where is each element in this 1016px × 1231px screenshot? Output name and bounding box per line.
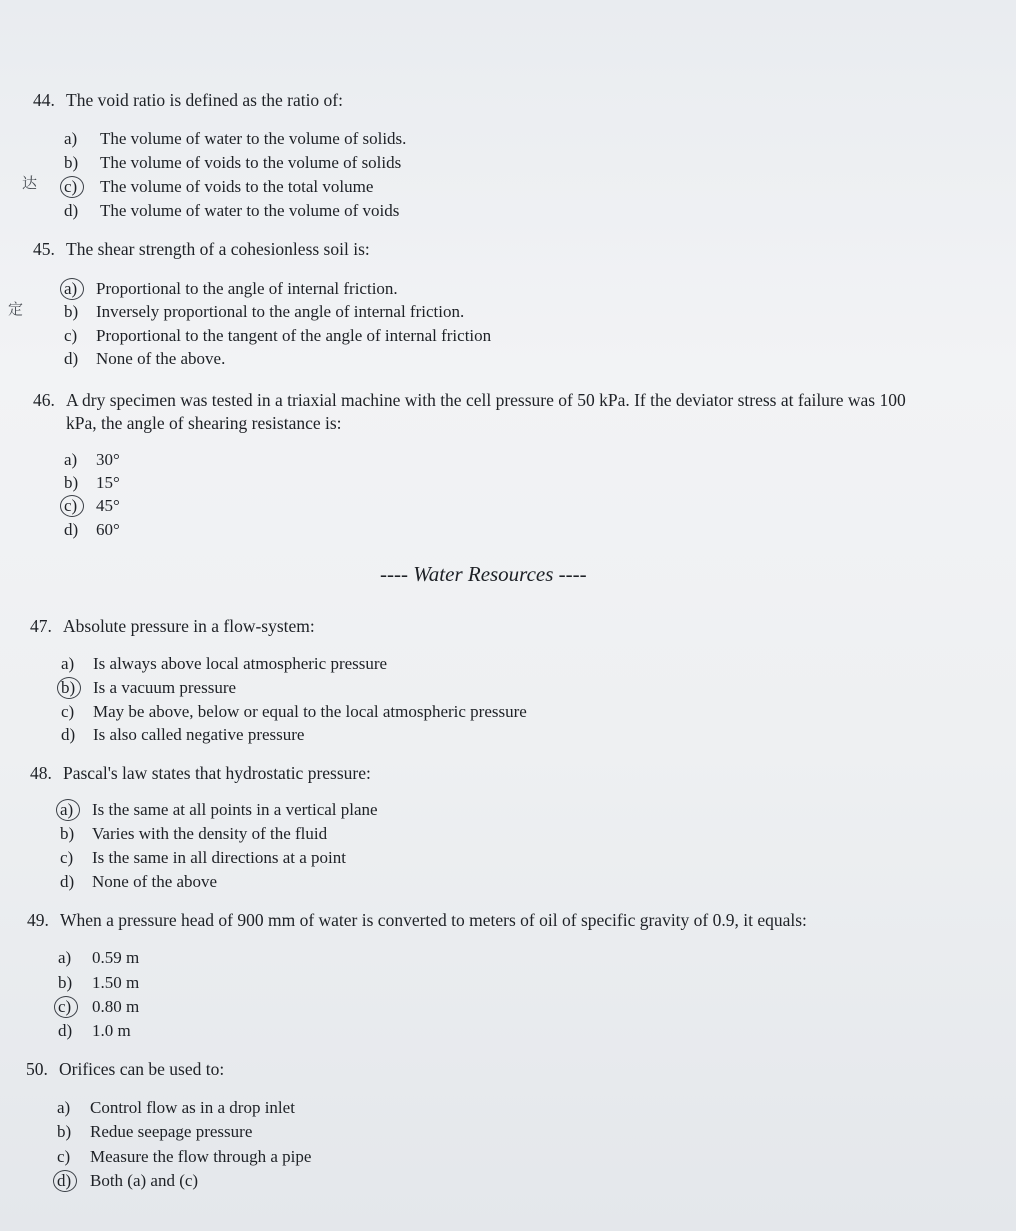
option-text: The volume of water to the volume of solids. — [100, 129, 407, 148]
option-letter: d) — [61, 725, 76, 744]
option-text: Measure the flow through a pipe — [90, 1147, 312, 1166]
question-number: 50. — [26, 1059, 48, 1079]
option-text: Is the same in all directions at a point — [92, 848, 346, 867]
option-text: None of the above — [92, 872, 218, 891]
section-header-water-resources: ---- Water Resources ---- — [380, 562, 587, 586]
option-letter: d) — [57, 1171, 72, 1190]
option-letter: d) — [58, 1021, 73, 1040]
option-letter: a) — [61, 654, 75, 673]
question-text: Absolute pressure in a flow-system: — [63, 616, 315, 636]
option-text: 1.0 m — [92, 1021, 131, 1040]
option-letter: a) — [64, 129, 78, 148]
margin-mark-45: 定 — [8, 300, 24, 318]
question-number: 47. — [30, 616, 52, 636]
option-letter: b) — [64, 473, 79, 492]
option-text: Is also called negative pressure — [93, 725, 305, 744]
option-text: Is the same at all points in a vertical plane — [92, 800, 378, 819]
option-letter: a) — [57, 1098, 71, 1117]
option-letter: c) — [60, 848, 74, 867]
option-letter: c) — [64, 177, 78, 196]
option-text: The volume of voids to the volume of solids — [100, 153, 402, 172]
question-number: 44. — [33, 90, 55, 110]
option-letter: b) — [64, 153, 79, 172]
question-number: 46. — [33, 390, 55, 410]
option-letter: c) — [57, 1147, 71, 1166]
option-text: 15° — [96, 473, 120, 492]
option-letter: d) — [60, 872, 75, 891]
question-number: 49. — [27, 910, 49, 930]
option-text: Is a vacuum pressure — [93, 678, 237, 697]
option-text: 0.59 m — [92, 948, 140, 967]
question-stem — [33, 89, 973, 111]
option-letter: b) — [64, 302, 79, 321]
question-stem-continued: kPa, the angle of shearing resistance is: — [66, 413, 342, 433]
option-letter: b) — [58, 973, 73, 992]
option-letter: c) — [58, 997, 72, 1016]
question-text: The void ratio is defined as the ratio of: — [66, 90, 344, 110]
option-text: Inversely proportional to the angle of internal friction. — [96, 302, 465, 321]
option-text: Proportional to the angle of internal friction. — [96, 279, 398, 298]
option-letter: d) — [64, 520, 79, 539]
question-stem — [33, 238, 973, 260]
option-text: Varies with the density of the fluid — [92, 824, 328, 843]
option-letter: d) — [64, 349, 79, 368]
option-text: 0.80 m — [92, 997, 140, 1016]
question-47 — [30, 615, 970, 637]
option-letter: b) — [57, 1122, 72, 1141]
question-stem — [30, 762, 970, 784]
question-text-line1: A dry specimen was tested in a triaxial machine with the cell pressure of 50 kPa. If the deviator stress at failure was 100 — [66, 390, 906, 410]
margin-mark-44: 达 — [22, 174, 38, 192]
option-letter: d) — [64, 201, 79, 220]
option-text: Proportional to the tangent of the angle of internal friction — [96, 326, 492, 345]
option-text: None of the above. — [96, 349, 226, 368]
question-text: When a pressure head of 900 mm of water is converted to meters of oil of specific gravity of 0.9, it equals: — [60, 910, 807, 930]
option-text: 60° — [96, 520, 120, 539]
question-number: 45. — [33, 239, 55, 259]
option-letter: c) — [61, 702, 75, 721]
question-text: The shear strength of a cohesionless soil is: — [66, 239, 370, 259]
option-letter: b) — [61, 678, 76, 697]
question-48 — [30, 762, 970, 784]
question-46 — [33, 389, 993, 434]
question-number: 48. — [30, 763, 52, 783]
option-letter: c) — [64, 496, 78, 515]
question-stem — [33, 389, 993, 411]
option-text: 1.50 m — [92, 973, 140, 992]
option-text: May be above, below or equal to the local atmospheric pressure — [93, 702, 527, 721]
question-stem — [26, 1058, 966, 1080]
option-text: Redue seepage pressure — [90, 1122, 253, 1141]
question-stem — [27, 909, 987, 931]
option-letter: a) — [64, 450, 78, 469]
question-49 — [27, 909, 987, 931]
question-text: Pascal's law states that hydrostatic pressure: — [63, 763, 371, 783]
option-text: Control flow as in a drop inlet — [90, 1098, 295, 1117]
question-50 — [26, 1058, 966, 1080]
question-44 — [33, 89, 973, 111]
option-text: 45° — [96, 496, 120, 515]
option-letter: b) — [60, 824, 75, 843]
option-text: Is always above local atmospheric pressure — [93, 654, 388, 673]
question-text: Orifices can be used to: — [59, 1059, 225, 1079]
option-text: Both (a) and (c) — [90, 1171, 199, 1190]
option-letter: c) — [64, 326, 78, 345]
option-letter: a) — [58, 948, 72, 967]
option-text: 30° — [96, 450, 120, 469]
question-stem — [30, 615, 970, 637]
option-letter: a) — [64, 279, 78, 298]
question-45 — [33, 238, 973, 260]
option-text: The volume of voids to the total volume — [100, 177, 374, 196]
option-text: The volume of water to the volume of voids — [100, 201, 400, 220]
option-letter: a) — [60, 800, 74, 819]
